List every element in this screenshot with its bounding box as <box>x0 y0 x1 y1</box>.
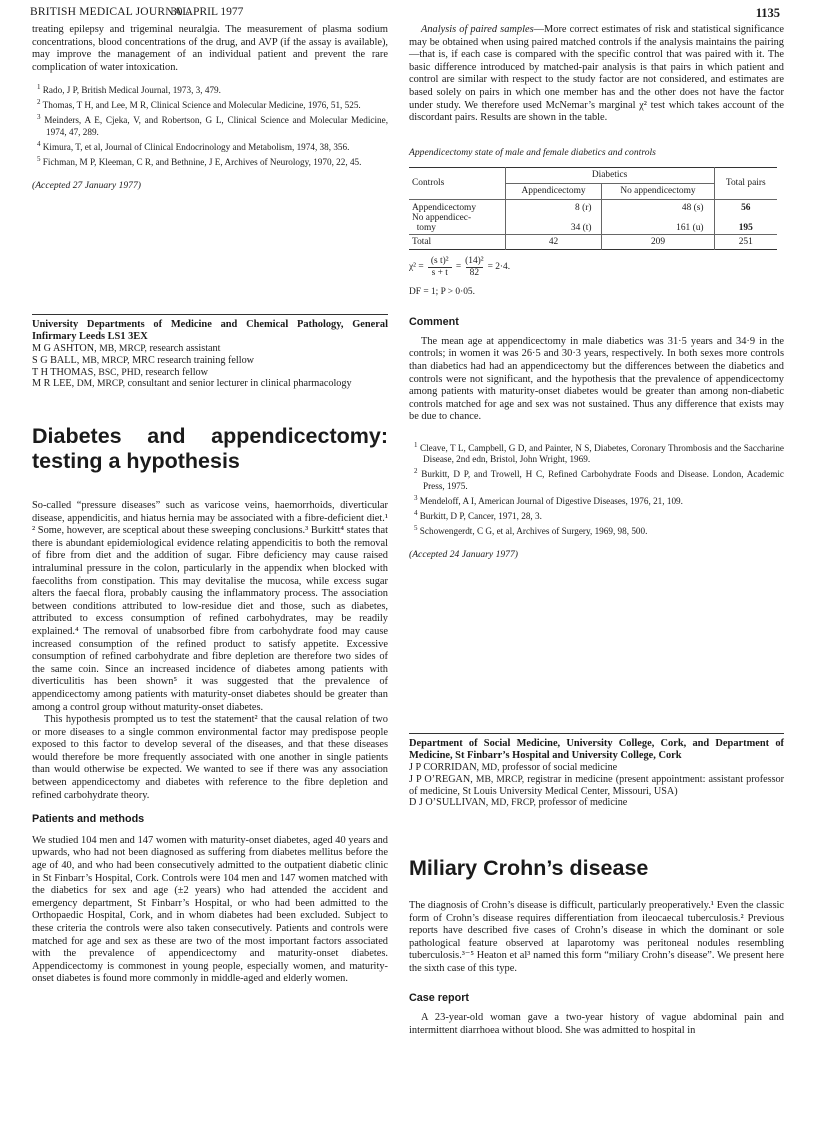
prev-author: M R LEE, DM, MRCP, consultant and senior lecturer in clinical pharmacology <box>32 378 352 390</box>
reference-item: $^2$ Thomas, T H, and Lee, M R, Clinical Science and Molecular Medicine, 1976, 51, 525. <box>37 98 361 111</box>
reference-item: $^3$ Meinders, A E, Cjeka, V, and Robertson, G L, Clinical Science and Molecular Medicine, 1974, 47, 289. <box>37 113 389 137</box>
case-report-heading: Case report <box>409 991 470 1004</box>
case-report-paragraph: A 23-year-old woman gave a two-year history of vague abdominal pain and intermittent diarrhoea without blood. She was admitted to hospital in <box>409 1012 784 1036</box>
journal-name: BRITISH MEDICAL JOURNAL <box>30 6 190 18</box>
prev-article-tail <box>32 24 388 193</box>
prev-author: S G BALL, MB, MRCP, MRC research training fellow <box>32 354 255 366</box>
issue-date: 30 APRIL 1977 <box>171 6 244 18</box>
intro-paragraph: This hypothesis prompted us to test the statement² that the causal relation of two or more diseases to a single common environmental factor may predispose people exposed to this factor to develop several of the diseases, and that these diseases would therefore be more frequently associated with one another in single patients than would otherwise be expected. We wanted to see if there was any association between appendicectomy and diabetes with reference to the fibre depletion and refined carbohydrate theory. <box>32 714 388 801</box>
author: J P CORRIDAN, MD, professor of social medicine <box>409 762 618 773</box>
prev-accepted-date: (Accepted 27 January 1977) <box>32 180 141 192</box>
next-article-title: Miliary Crohn’s disease <box>409 856 649 880</box>
article-body-right <box>409 24 784 562</box>
intro-paragraph: So-called “pressure diseases” such as varicose veins, haemorrhoids, diverticular disease, appendicitis, and hiatus hernia may be associated with a fibre-deficient diet.¹ ² Some, however, are sceptical about these sweeping conclusions.³ Burkitt⁴ states that there is abundant epidemiological evidence relating appendicitis to both the removal of fibre from diet and the addition of sugar. Fibre deficiency may cause raised intraluminal pressure in the colon, particularly in the appendix when blocked with faecoliths from constipation. This may devitalise the mucosa, while excess sugar alters the faecal flora, probably causing the inflammatory process. The association between conditions attributed to low-residue diet and those, such as diabetes, attributed to excess consumption of refined carbohydrates, may be readily explained.⁴ The removal of unabsorbed fibre from carbohydrate food may cause increased consumption of the refined product to satisfy appetite. Excessive consumption of refined carbohydrate and fibre depletion are therefore two sides of the same coin. Since an increased incidence of diabetes among patients with diverticulitis has been shown⁵ it was suggested that the prevalence of appendicectomy among patients with maturity-onset diabetes should be greater than among a control group without maturity-onset diabetes. <box>32 500 388 713</box>
prev-author: M G ASHTON, MB, MRCP, research assistant <box>32 343 221 354</box>
comment-paragraph: The mean age at appendicectomy in male diabetics was 31·5 years and 34·9 in the controls; in women it was 26·5 and 30·3 years, respectively. In both sexes more controls than diabetics had had an appendicectomy but the differences between the diabetics and controls were not significant, and the hypothesis that the prevalence of appendicectomy among patients with maturity-onset diabetes would be greater than among non-diabetic controls matched for age and sex was not sustained. Thus any difference that exists may be due to chance. <box>409 335 784 423</box>
running-header <box>30 6 786 20</box>
prev-affiliation-block <box>32 314 388 390</box>
th-diabetics: Diabetics <box>505 168 714 184</box>
th-total-pairs: Total pairs <box>725 178 766 189</box>
reference-item: $^5$ Fichman, M P, Kleeman, C R, and Bethnine, J E, Archives of Neurology, 1970, 22, 45. <box>37 154 362 167</box>
degrees-of-freedom: DF = 1; P > 0·05. <box>409 287 475 298</box>
author: D J O’SULLIVAN, MD, FRCP, professor of medicine <box>409 797 628 809</box>
comment-heading: Comment <box>409 316 459 329</box>
th-controls: Controls <box>409 168 505 199</box>
author: J P O’REGAN, MB, MRCP, registrar in medicine (present appointment: assistant professor of medicine, St Louis University Medical Center, Missouri, USA) <box>409 773 785 797</box>
prev-affiliation: University Departments of Medicine and Chemical Pathology, General Infirmary Leeds LS1 3EX <box>32 319 388 342</box>
article-body-left <box>32 500 388 986</box>
reference-list <box>409 440 784 537</box>
reference-item: $^4$ Burkitt, D P, Cancer, 1971, 28, 3. <box>414 508 542 521</box>
next-intro-paragraph: The diagnosis of Crohn’s disease is difficult, particularly preoperatively.¹ Even the classic form of Crohn’s disease requires differentiation from ileocaecal tuberculosis.² Previous reports have described five cases of Crohn’s disease in which the dominant or sole pathological feature observed at laparotomy was peritoneal nodules resembling tuberculosis.³⁻⁵ Heaton et al³ named this form “miliary Crohn’s disease”. We present here the sixth case of this type. <box>409 900 784 974</box>
th-no-appendicectomy: No appendicectomy <box>602 183 714 199</box>
article-title: Diabetes and appendicectomy: testing a hypothesis <box>32 424 388 473</box>
reference-item: $^5$ Schowengerdt, C G, et al, Archives of Surgery, 1969, 98, 500. <box>414 523 648 536</box>
methods-paragraph: We studied 104 men and 147 women with maturity-onset diabetes, aged 40 years and upwards, who had not been diagnosed as suffering from diabetes mellitus before the age of 40, and who had been consecutively admitted to the outpatient diabetic clinic in St Finbarr’s Hospital, Cork. Controls were 104 men and 147 women matched with the diabetics for sex and age (±2 years) who had attended the accident and emergency department, St Finbarr’s Hospital, or who had been admitted to the Orthopaedic Hospital, Cork, and in whom diabetes had been excluded. Subject to these criteria the controls were also taken consecutively. Patients and controls were matched for age and sex as these are two of the most important factors associated with the prevalence of appendicectomy and maturity-onset diabetes. Appendicectomy is commonest in young people, especially women, and maturity-onset diabetes is found more commonly in middle-aged and elderly women. <box>32 834 388 985</box>
accepted-date: (Accepted 24 January 1977) <box>409 549 518 561</box>
table-row: Appendicectomy No appendicec- tomy 8 (r) 34 (t) 48 (s) 161 (u) 56 195 <box>409 199 777 234</box>
reference-item: $^2$ Burkitt, D P, and Trowell, H C, Refined Carbohydrate Foods and Disease. London, Academic Press, 1975. <box>414 467 784 491</box>
reference-item: $^1$ Rado, J P, British Medical Journal, 1973, 3, 479. <box>37 83 221 96</box>
reference-item: $^1$ Cleave, T L, Campbell, G D, and Painter, N S, Diabetes, Coronary Thrombosis and the Saccharine Disease, 2nd edn, Bristol, John Wright, 1969. <box>414 440 784 465</box>
next-article <box>409 856 784 1037</box>
table-caption: Appendicectomy state of male and female diabetics and controls <box>409 146 656 158</box>
chi-square-formula: χ² = $\frac{\text{(s t)²}}{s + t}$ = $\frac{\text{(14)²}}{82}$ = 2·4. <box>409 256 511 279</box>
prev-reference-list <box>32 82 388 168</box>
th-appendicectomy: Appendicectomy <box>505 183 602 199</box>
prev-author: T H THOMAS, BSC, PHD, research fellow <box>32 366 209 378</box>
reference-item: $^3$ Mendeloff, A I, American Journal of Digestive Diseases, 1976, 21, 109. <box>414 493 683 506</box>
methods-heading: Patients and methods <box>32 813 145 826</box>
table-row-total: Total 42 209 251 <box>409 234 777 250</box>
page-number: 1135 <box>755 6 780 20</box>
prev-closing-paragraph: treating epilepsy and trigeminal neuralgia. The measurement of plasma sodium concentrations, blood concentrations of the drug, and AVP (if the assay is available), may improve the management of an individual patient and prevent the rare complication of water intoxication. <box>32 24 388 73</box>
appendicectomy-table <box>409 167 777 250</box>
article-title-block <box>32 424 388 474</box>
paired-paragraph: Analysis of paired samples—More correct estimates of risk and statistical significance may be obtained when using paired matched controls if the analysis maintains the pairing—that is, if each case is compared with the specific control that was paired with it. The basic difference introduced by matched-pair analysis is that pairs in which patient and control are similar with respect to the study factor are not considered, and estimates are based solely on pairs in which one member has and the other does not have the factor under study. We therefore used McNemar’s marginal χ² test which takes account of the discordant pairs. Results are shown in the table. <box>409 24 784 124</box>
reference-item: $^4$ Kimura, T, et al, Journal of Clinical Endocrinology and Metabolism, 1974, 38, 356. <box>37 139 350 152</box>
affiliation: Department of Social Medicine, University College, Cork, and Department of Medicine, St Finbarr’s Hospital and University College, Cork <box>409 738 784 761</box>
affiliation-block <box>409 733 784 809</box>
